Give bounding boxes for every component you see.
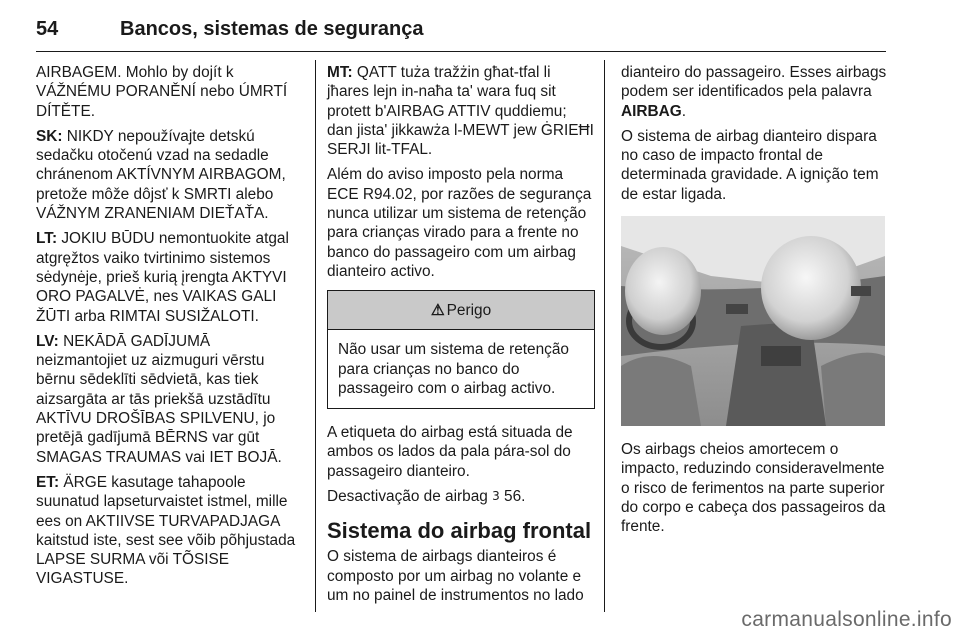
desactivacao-text: Desactivação de airbag: [327, 488, 488, 506]
paragraph-mt-text: QATT tuża tražżin għat-tfal li jħares lejn in-naħa ta' wara fuq sit protett b'AIRBAG ATTIV quddiemu; dan jista' jikkawża l-MEWT jew ĠRIEĦI SERJI lit-TFAL.: [327, 64, 594, 159]
column-divider: [315, 60, 316, 612]
paragraph-lt: [36, 229, 300, 325]
watermark: carmanualsonline.info: [741, 608, 952, 631]
section-title: Sistema do airbag frontal: [327, 518, 592, 544]
column-middle: [327, 63, 595, 611]
column-right: [621, 63, 891, 543]
column-divider: [604, 60, 605, 612]
page-reference-link[interactable]: 56.: [499, 488, 526, 506]
column-left: [36, 63, 300, 595]
paragraph-lv-text: NEKĀDĀ GADĪJUMĀ neizmantojiet uz aizmuguri vērstu bērnu sēdeklīti sēdvietā, kas tiek aizsargāta ar tās priekšā uzstādītu AKTĪVU DROŠĪBAS SPILVENU, jo pretējā gadījumā BĒRNS var gūt SMAGAS TRAUMAS vai IET BOJĀ.: [36, 332, 282, 466]
paragraph-sk: [36, 127, 300, 223]
paragraph-mt: [327, 63, 595, 159]
airbag-label-text: dianteiro do passageiro. Esses airbags podem ser identificados pela palavra: [621, 64, 887, 101]
car-interior-image: [621, 216, 885, 426]
page-header: [36, 12, 886, 52]
lang-label-sk: SK:: [36, 127, 63, 145]
paragraph-desactivacao: [327, 487, 595, 506]
airbag-label-end: .: [681, 102, 686, 120]
lang-label-lv: LV:: [36, 332, 59, 350]
lang-label-et: ET:: [36, 473, 60, 491]
paragraph-sk-text: NIKDY nepoužívajte detskú sedačku otočenú vzad na sedadle chránenom AKTÍVNYM AIRBAGOM, pretože môže dôjsť k SMRTI alebo VÁŽNYM ZRANENIAM DIEŤAŤA.: [36, 127, 286, 223]
warning-box: [327, 290, 595, 409]
paragraph-cz: AIRBAGEM. Mohlo by dojít k VÁŽNÉMU PORANĚNÍ nebo ÚMRTÍ DÍTĚTE.: [36, 64, 288, 120]
warning-triangle-icon: ⚠: [430, 302, 445, 320]
lang-label-mt: MT:: [327, 64, 353, 81]
paragraph-aviso: Além do aviso imposto pela norma ECE R94.02, por razões de segurança nunca utilizar um sistema de retenção para crianças virado para a frente no banco do passageiro com um airbag dianteiro activo.: [327, 166, 592, 280]
paragraph-dispara: O sistema de airbag dianteiro dispara no caso de impacto frontal de determinada gravidade. A ignição tem de estar ligada.: [621, 127, 879, 203]
warning-title: Perigo: [446, 302, 492, 320]
paragraph-etiqueta: A etiqueta do airbag está situada de ambos os lados da pala pára-sol do passageiro dianteiro.: [327, 424, 573, 480]
airbag-keyword: AIRBAG: [621, 102, 682, 120]
page-number: 54: [36, 18, 59, 40]
lang-label-lt: LT:: [36, 230, 58, 248]
paragraph-et: [36, 473, 300, 589]
paragraph-lt-text: JOKIU BŪDU nemontuokite atgal atgręžtos vaiko tvirtinimo sistemos sėdynėje, prieš kurią įrengta AKTYVI ORO PAGALVĖ, nes VAIKAS GALI ŽŪTI arba RIMTAI SUSIŽALOTI.: [36, 230, 289, 325]
paragraph-airbag-label: [621, 63, 891, 121]
warning-text: Não usar um sistema de retenção para crianças no banco do passageiro com o airbag activo.: [338, 341, 569, 397]
page-reference-arrow-icon: 3: [492, 489, 500, 504]
page-title: Bancos, sistemas de segurança: [120, 18, 424, 40]
airbag-illustration: [621, 216, 885, 426]
paragraph-amortecem: Os airbags cheios amortecem o impacto, reduzindo consideravelmente o risco de ferimentos na parte superior do corpo e cabeça dos passageiros da frente.: [621, 441, 886, 536]
warning-header: [328, 291, 594, 330]
paragraph-et-text: ÄRGE kasutage tahapoole suunatud lapseturvaistet istmel, mille ees on AKTIIVSE TURVAPADJAGA kaitstud iste, sest see võib põhjustada LAPSE SURMA või TÕSISE VIGASTUSE.: [36, 473, 296, 588]
paragraph-sistema: O sistema de airbags dianteiros é composto por um airbag no volante e um no painel de instrumentos no lado: [327, 548, 584, 604]
paragraph-lv: [36, 332, 300, 467]
